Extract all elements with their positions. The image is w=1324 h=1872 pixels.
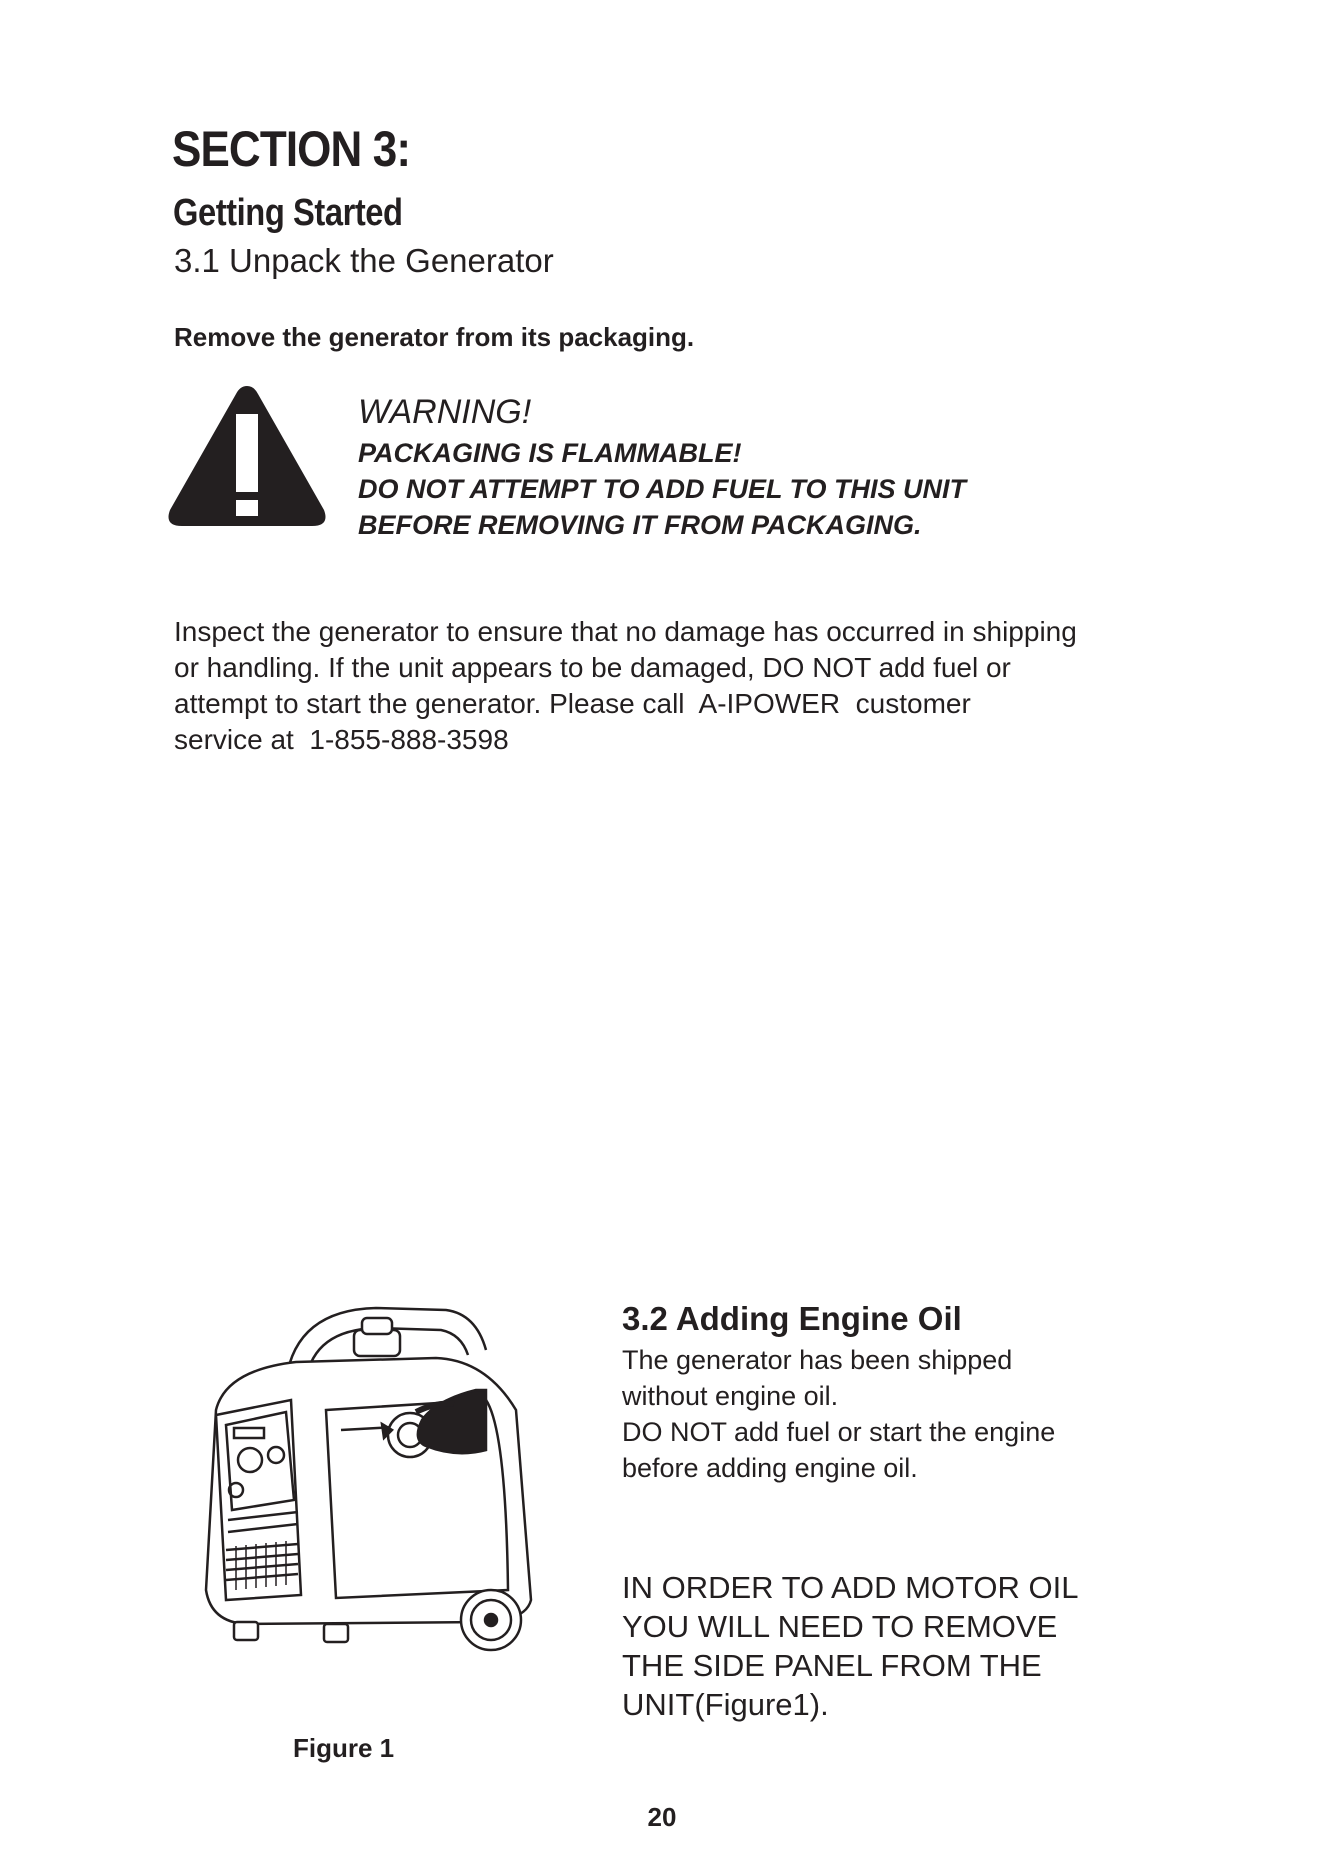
figure-caption: Figure 1 bbox=[293, 1733, 395, 1763]
instruction-line: UNIT(Figure1). bbox=[622, 1687, 829, 1722]
oil-line: The generator has been shipped bbox=[622, 1345, 1013, 1375]
inspect-line: attempt to start the generator. Please call A-IPOWER customer bbox=[174, 688, 971, 719]
oil-paragraph bbox=[622, 1342, 1222, 1486]
warning-line: BEFORE REMOVING IT FROM PACKAGING. bbox=[358, 510, 922, 540]
inspect-line: service at 1-855-888-3598 bbox=[174, 724, 509, 755]
warning-line: PACKAGING IS FLAMMABLE! bbox=[358, 438, 742, 468]
section-subtitle: Getting Started bbox=[173, 192, 403, 234]
instruction-line: YOU WILL NEED TO REMOVE bbox=[622, 1609, 1058, 1644]
oil-line: DO NOT add fuel or start the engine bbox=[622, 1417, 1056, 1447]
warning-title: WARNING! bbox=[358, 393, 532, 431]
instruction-line: IN ORDER TO ADD MOTOR OIL bbox=[622, 1570, 1079, 1605]
inspect-line: Inspect the generator to ensure that no damage has occurred in shipping bbox=[174, 616, 1077, 647]
section-title: SECTION 3: bbox=[172, 121, 411, 177]
oil-line: without engine oil. bbox=[622, 1381, 839, 1411]
inspect-paragraph bbox=[174, 614, 1194, 758]
warning-line: DO NOT ATTEMPT TO ADD FUEL TO THIS UNIT bbox=[358, 474, 966, 504]
side-panel-instruction bbox=[622, 1568, 1222, 1724]
inspect-line: or handling. If the unit appears to be damaged, DO NOT add fuel or bbox=[174, 652, 1011, 683]
instruction-line: THE SIDE PANEL FROM THE bbox=[622, 1648, 1042, 1683]
warning-triangle-icon bbox=[164, 380, 330, 532]
unpack-lead: Remove the generator from its packaging. bbox=[174, 322, 695, 352]
generator-illustration bbox=[186, 1300, 586, 1672]
oil-heading: 3.2 Adding Engine Oil bbox=[622, 1300, 962, 1337]
warning-block bbox=[358, 395, 966, 543]
page-number: 20 bbox=[647, 1802, 677, 1832]
unpack-heading: 3.1 Unpack the Generator bbox=[174, 242, 554, 279]
oil-line: before adding engine oil. bbox=[622, 1453, 918, 1483]
